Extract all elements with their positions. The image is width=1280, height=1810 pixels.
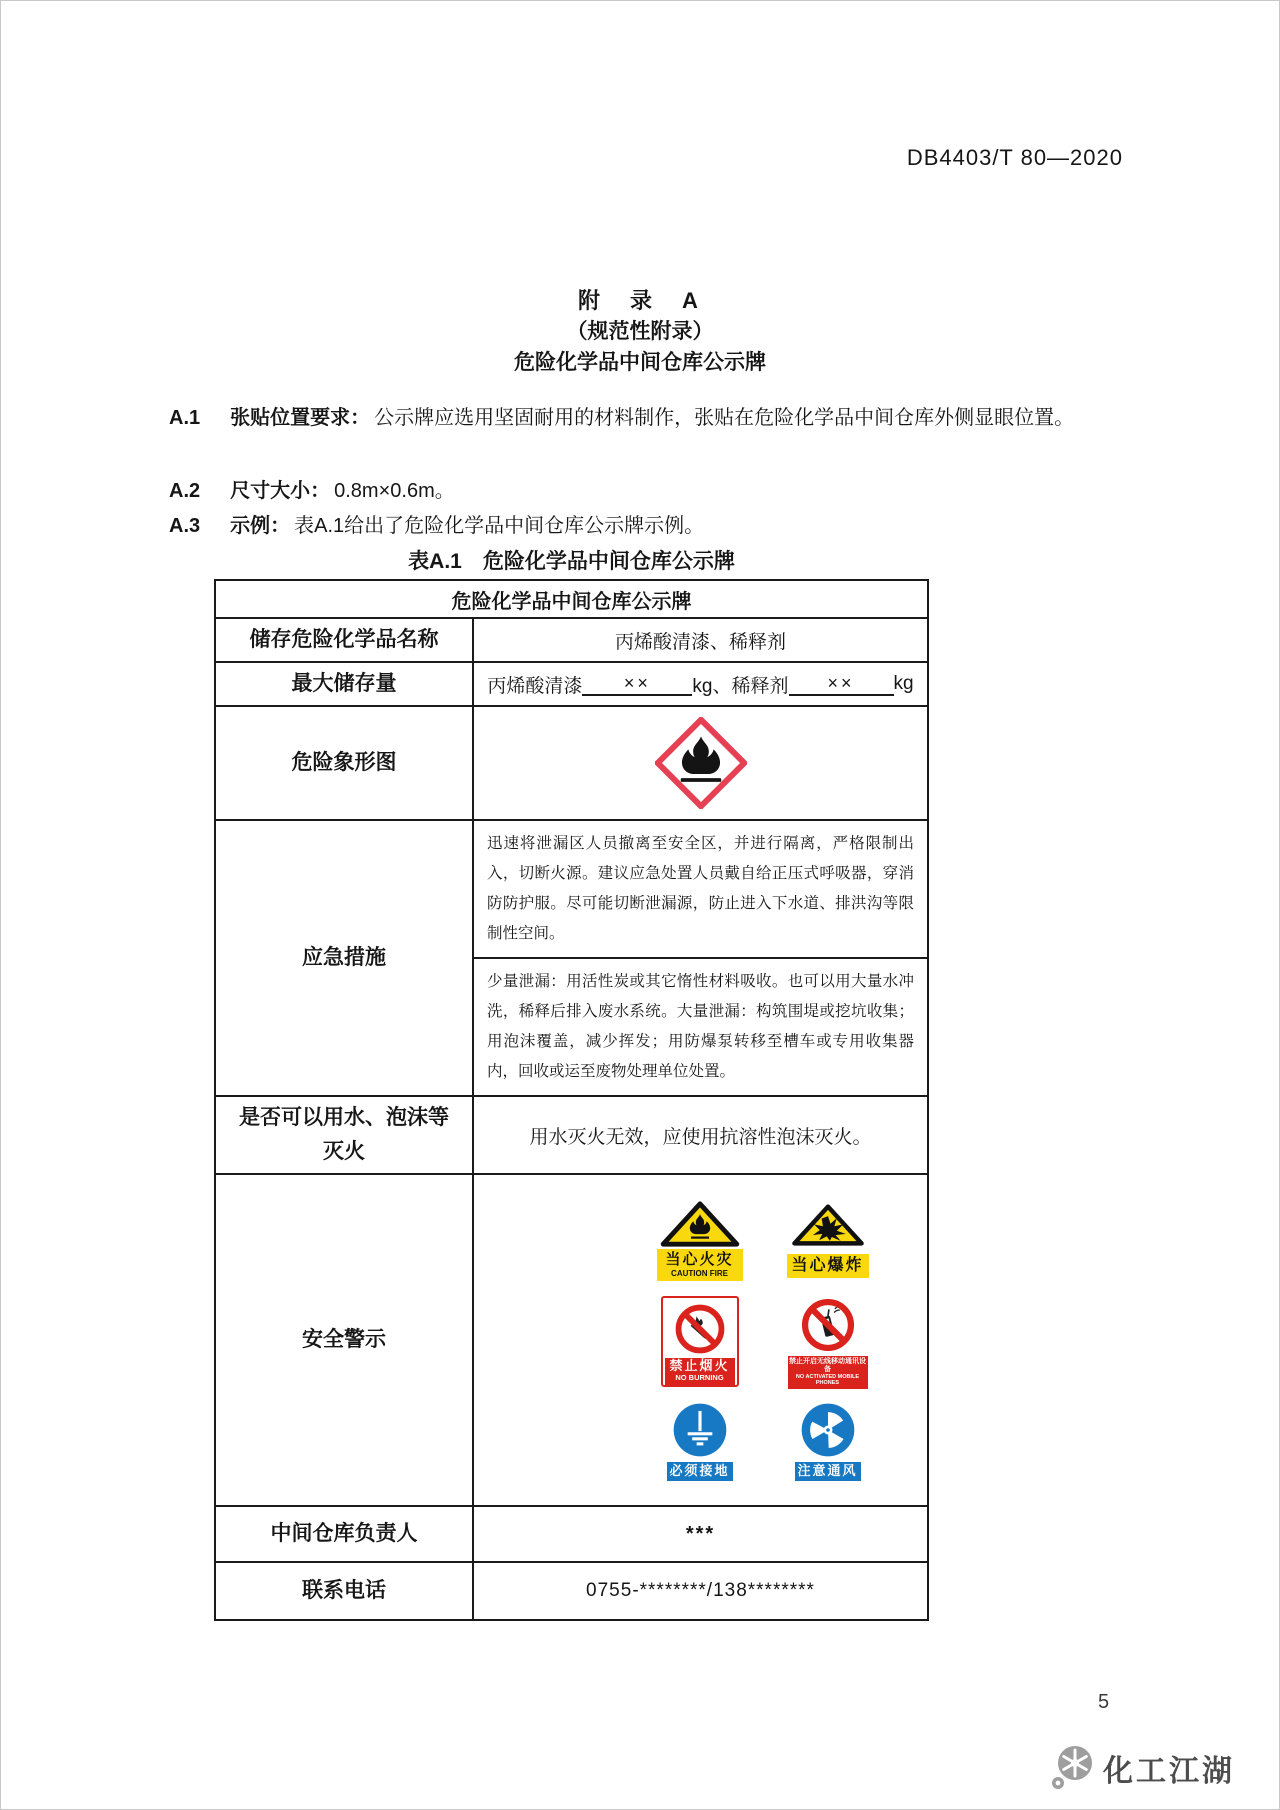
board-title: 危险化学品中间仓库公示牌 (451, 590, 692, 613)
clause-text: 公示牌应选用坚固耐用的材料制作，张贴在危险化学品中间仓库外侧显眼位置。 (374, 407, 1075, 429)
sign-label-strip (788, 1356, 868, 1389)
row-value (474, 707, 927, 819)
row-value (474, 663, 927, 705)
table-row-pictogram (216, 705, 927, 819)
sign-sublabel: NO ACTIVATED MOBILE PHONES (795, 1373, 860, 1387)
table-caption: 表A.1 危险化学品中间仓库公示牌 (408, 550, 735, 573)
clause-number: A.2 (169, 480, 201, 502)
caution-fire-sign (657, 1199, 743, 1280)
row-label: 联系电话 (216, 1563, 474, 1619)
no-burning-icon (671, 1300, 729, 1358)
row-label: 储存危险化学品名称 (216, 619, 474, 661)
table-row-manager (216, 1505, 927, 1561)
sign-label: 禁止开启无线移动通讯设备 (789, 1357, 866, 1373)
clause-number: A.1 (169, 407, 201, 429)
brand-name: 化工江湖 (1103, 1755, 1235, 1788)
sign-label: 当心火灾 (665, 1251, 734, 1269)
table-row-chemical-name (216, 617, 927, 661)
sign-label-strip: 当心爆炸 (787, 1254, 869, 1278)
no-burning-sign (661, 1296, 739, 1387)
max-storage-prefix: 丙烯酸清漆 (487, 675, 583, 697)
table-row-extinguish (216, 1095, 927, 1173)
fill-in-blank: ×× (582, 673, 692, 696)
emergency-text-2: 少量泄漏：用活性炭或其它惰性材料吸收。也可以用大量水冲洗，稀释后排入废水系统。大量泄漏：构筑围堤或挖坑收集；用泡沫覆盖，减少挥发；用防爆泵转移至槽车或专用收集器内，回收或运至废物处理单位处置。 (474, 957, 927, 1095)
clause-text: 表A.1给出了危险化学品中间仓库公示牌示例。 (294, 515, 705, 537)
emergency-cells (474, 821, 927, 1095)
row-label: 中间仓库负责人 (216, 1507, 474, 1561)
table-row-safety-warning (216, 1173, 927, 1505)
row-value: *** (685, 1522, 716, 1545)
appendix-title: 附 录 A (578, 288, 702, 313)
row-label: 危险象形图 (216, 707, 474, 819)
max-storage-mid: kg、稀释剂 (692, 675, 789, 697)
sign-label-strip: 注意通风 (795, 1462, 861, 1481)
doc-code: DB4403/T 80—2020 (906, 145, 1123, 170)
page-number: 5 (1098, 1691, 1110, 1713)
appendix-subtitle: （规范性附录） (566, 320, 714, 343)
sign-label: 禁止烟火 (669, 1357, 730, 1373)
safety-signs-grid (657, 1189, 869, 1490)
emergency-text-1: 迅速将泄漏区人员撤离至安全区，并进行隔离，严格限制出入，切断火源。建议应急处置人员戴自给正压式呼吸器，穿消防防护服。尽可能切断泄漏源，防止进入下水道、排洪沟等限制性空间。 (487, 835, 914, 942)
row-value: 用水灭火无效，应使用抗溶性泡沫灭火。 (529, 1126, 872, 1148)
clause-label: 尺寸大小： (230, 480, 331, 502)
clause-label: 示例： (230, 515, 291, 537)
sign-label-strip (665, 1358, 735, 1385)
sign-sublabel: NO BURNING (675, 1372, 724, 1382)
brand-wheel-icon (1047, 1743, 1099, 1793)
sign-label-strip: 必须接地 (667, 1462, 733, 1481)
table-row-max-storage (216, 661, 927, 705)
clause-text: 0.8m×0.6m。 (334, 480, 455, 502)
clause-a2 (134, 474, 1154, 508)
sign-label-strip (657, 1249, 743, 1280)
row-value: 0755-********/138******** (586, 1580, 815, 1601)
sign-sublabel: CAUTION FIRE (671, 1268, 728, 1278)
appendix-heading: 危险化学品中间仓库公示牌 (514, 351, 766, 374)
row-label: 最大储存量 (216, 663, 474, 705)
no-mobile-phone-sign (788, 1294, 868, 1389)
attention-ventilation-sign (795, 1402, 861, 1481)
caution-explosion-sign (787, 1202, 869, 1278)
clause-number: A.3 (169, 515, 201, 537)
row-label: 是否可以用水、泡沫等灭火 (216, 1097, 474, 1173)
clause-a3 (134, 509, 1154, 543)
row-value: 丙烯酸清漆、稀释剂 (614, 631, 786, 653)
row-value (474, 1175, 927, 1505)
caution-explosion-icon (790, 1202, 866, 1248)
table-row-phone (216, 1561, 927, 1619)
brand-logo (1047, 1743, 1235, 1793)
notice-board-table (214, 579, 929, 1621)
fill-in-blank: ×× (789, 673, 894, 696)
no-mobile-phone-icon (797, 1294, 859, 1356)
must-ground-icon (672, 1402, 728, 1458)
attention-ventilation-icon (800, 1402, 856, 1458)
caution-fire-icon (658, 1199, 742, 1249)
max-storage-suffix: kg (893, 673, 914, 694)
table-row-emergency (216, 819, 927, 1095)
ghs-flame-pictogram-icon (655, 717, 747, 809)
row-label: 应急措施 (216, 821, 474, 1095)
must-ground-sign (667, 1402, 733, 1481)
clause-label: 张贴位置要求： (230, 407, 371, 429)
row-label: 安全警示 (216, 1175, 474, 1505)
clause-a1 (134, 401, 1154, 435)
